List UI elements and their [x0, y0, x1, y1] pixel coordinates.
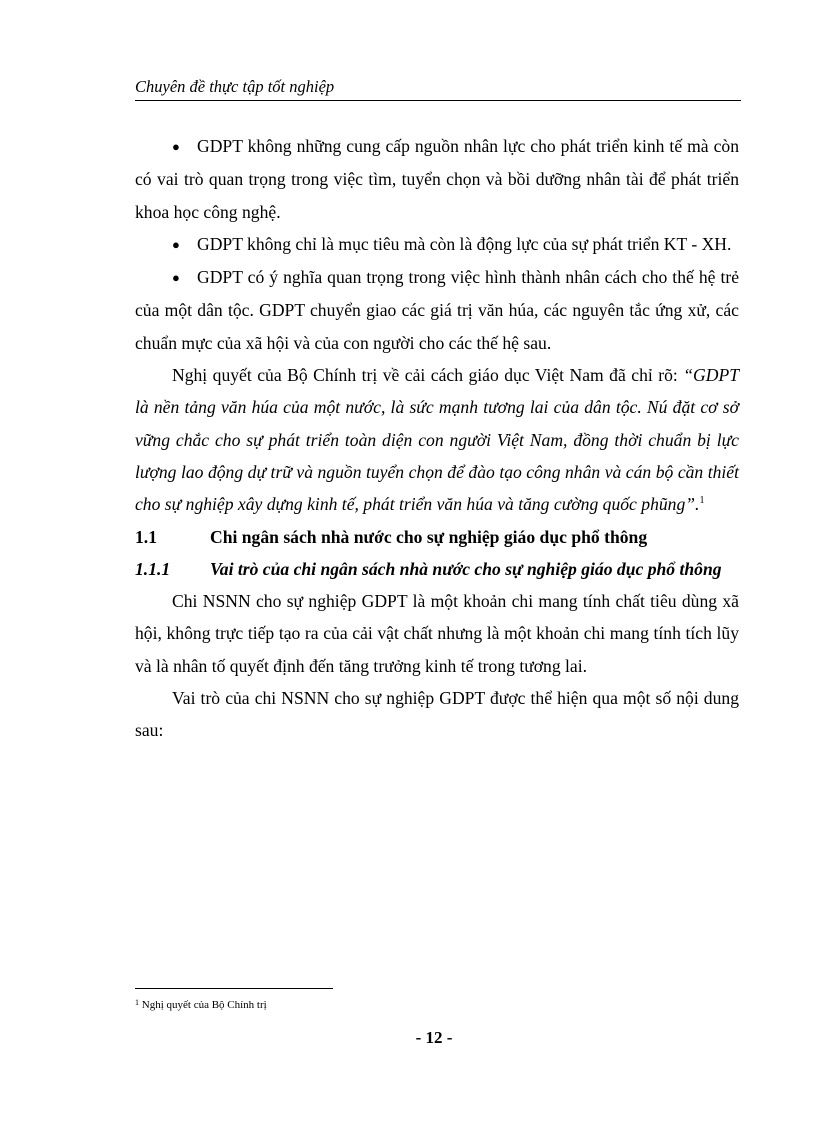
bullet-text: GDPT không chỉ là mục tiêu mà còn là động lực của sự phát triển KT - XH.	[197, 233, 732, 254]
resolution-intro: Nghị quyết của Bộ Chính trị về cải cách giáo dục Việt Nam đã chỉ rõ:	[172, 365, 684, 386]
section-number: 1.1	[135, 526, 157, 547]
section-title: Chi ngân sách nhà nước cho sự nghiệp giáo dục phổ thông	[210, 526, 648, 547]
footnote-text: Nghị quyết của Bộ Chính trị	[139, 999, 267, 1011]
resolution-paragraph	[135, 359, 739, 520]
bullet-icon: ●	[172, 139, 180, 154]
bullet-item	[135, 130, 739, 228]
bullet-icon: ●	[172, 236, 180, 252]
page-number: - 12 -	[415, 1028, 453, 1047]
subsection-title: Vai trò của chi ngân sách nhà nước cho sự nghiệp giáo dục phổ thông	[210, 558, 722, 579]
footnote-separator	[135, 988, 333, 989]
body-paragraph: Vai trò của chi NSNN cho sự nghiệp GDPT được thể hiện qua một số nội dung sau:	[135, 688, 739, 741]
subsection-number: 1.1.1	[135, 558, 171, 579]
bullet-item	[135, 228, 739, 261]
section-heading	[135, 521, 739, 553]
running-header: Chuyên đề thực tập tốt nghiệp	[135, 76, 741, 101]
footnote-mark: 1	[135, 998, 139, 1007]
bullet-icon: ●	[172, 270, 180, 286]
subsection-heading	[135, 553, 739, 585]
page-body	[135, 130, 739, 747]
footnote-reference[interactable]: 1	[699, 495, 705, 507]
bullet-item	[135, 261, 739, 359]
bullet-text: GDPT có ý nghĩa quan trọng trong việc hình thành nhân cách cho thế hệ trẻ của một dân tộc. GDPT chuyển giao các giá trị văn húa, các nguyên tắc ứng xử, các chuẩn mực của xã hội và của con người cho các thế hệ sau.	[135, 267, 739, 353]
bullet-text: GDPT không những cung cấp nguồn nhân lực cho phát triển kinh tế mà còn có vai trò quan trọng trong việc tìm, tuyển chọn và bồi dưỡng nhân tài để phát triển khoa học công nghệ.	[135, 136, 739, 222]
resolution-quote: “GDPT là nền tảng văn húa của một nước, là sức mạnh tương lai của dân tộc. Nú đặt cơ sở vững chắc cho sự phát triển toàn diện con người Việt Nam, đồng thời chuẩn bị lực lượng lao động dự trữ và nguồn tuyển chọn để đào tạo công nhân và cán bộ cần thiết cho sự nghiệp xây dựng kinh tế, phát triển văn húa và tăng cường quốc phũng”.	[135, 365, 739, 515]
footnote	[135, 998, 267, 1012]
body-paragraph: Chi NSNN cho sự nghiệp GDPT là một khoản chi mang tính chất tiêu dùng xã hội, không trực tiếp tạo ra của cải vật chất nhưng là một khoản chi mang tính tích lũy và là nhân tố quyết định đến tăng trưởng kinh tế trong tương lai.	[135, 591, 739, 676]
